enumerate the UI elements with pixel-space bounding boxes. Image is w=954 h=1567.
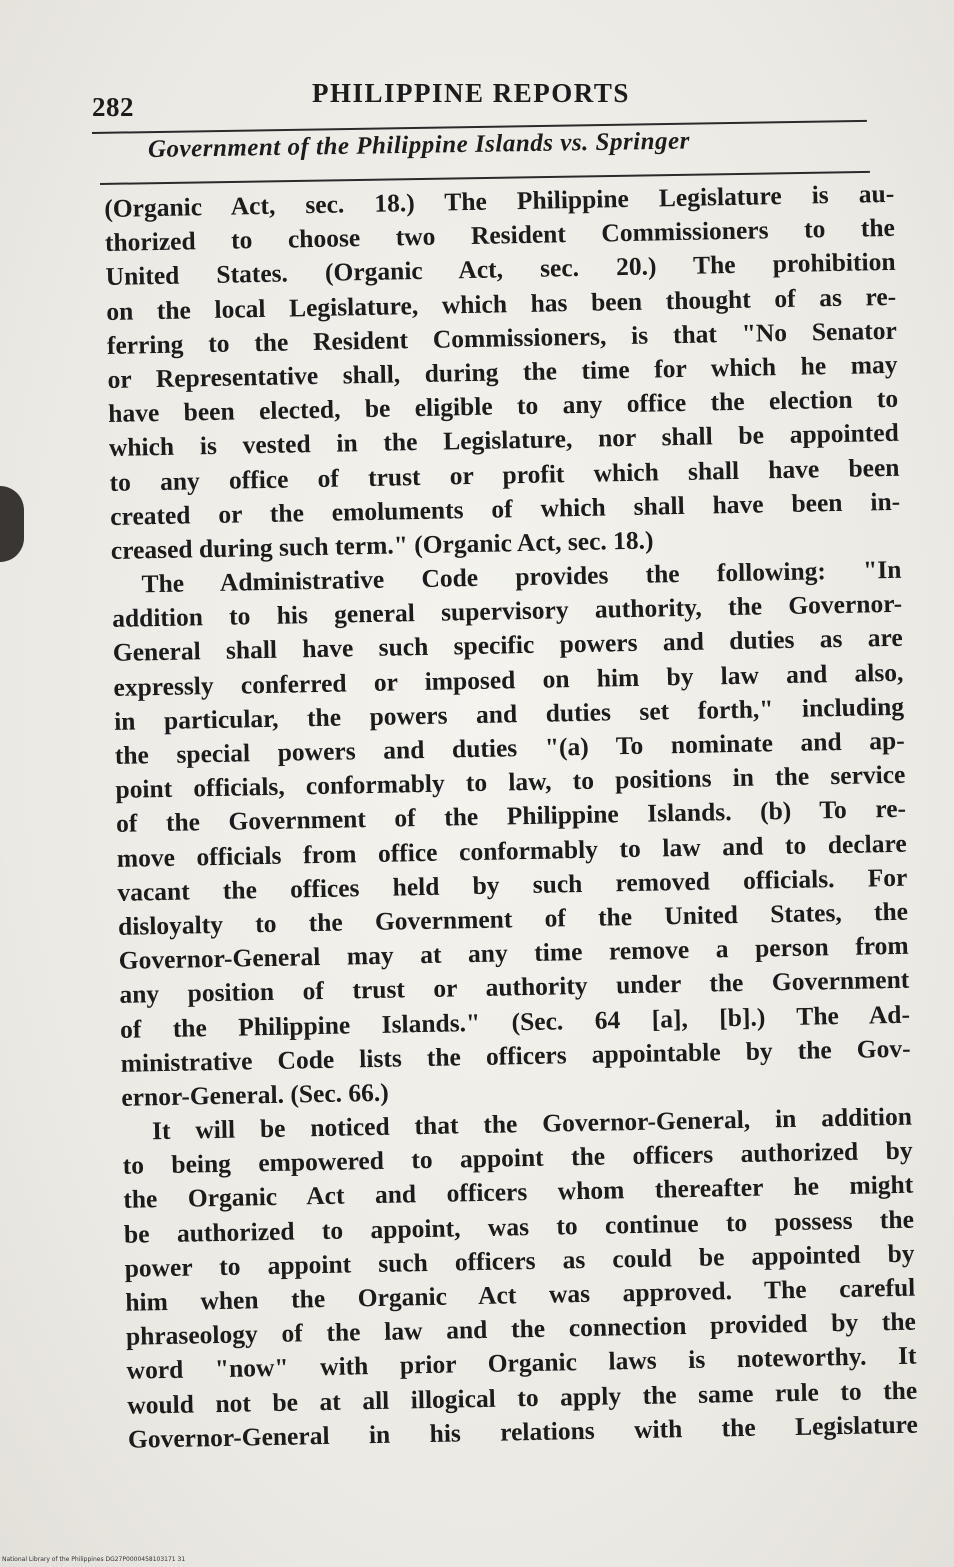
text-line: expressly conferred or imposed on him by law and also, (113, 657, 904, 702)
text-line: United States. (Organic Act, sec. 20.) The prohibition (105, 247, 896, 292)
text-line: be authorized to appoint, was to continue to possess the (123, 1204, 915, 1249)
text-line: the special powers and duties "(a) To nominate and ap- (114, 725, 905, 770)
text-line: which is vested in the Legislature, nor shall be appointed (108, 418, 900, 463)
text-line: or Representative shall, during the time for which he may (107, 349, 898, 394)
text-line: ernor-General. (Sec. 66.) (121, 1077, 390, 1112)
text-line: ferring to the Resident Commissioners, is that "No Senator (106, 315, 898, 360)
archive-footer-note: National Library of the Philippines DG27P0000458103171 31 (2, 1556, 186, 1563)
text-line: point officials, conformably to law, to positions in the service (115, 759, 906, 805)
text-line: It will be noticed that the Governor-General, in addition (151, 1101, 913, 1146)
text-line: of the Government of the Philippine Islands. (b) To re- (115, 794, 907, 839)
text-line: The Administrative Code provides the following: "In (141, 554, 902, 599)
text-line: the Organic Act and officers whom thereafter he might (123, 1170, 914, 1215)
text-line: any position of trust or authority under the Government (119, 965, 910, 1010)
text-line: phraseology of the law and the connection provided by the (125, 1306, 917, 1351)
text-line: to being empowered to appoint the officers authorized by (122, 1135, 913, 1181)
text-line: thorized to choose two Resident Commissioners to the (104, 213, 896, 258)
text-line: Governor-General may at any time remove a person from (118, 930, 909, 975)
text-line: Governor-General in his relations with the Legislature (127, 1409, 919, 1454)
text-line: creased during such term." (Organic Act, sec. 18.) (110, 525, 654, 565)
text-line: (Organic Act, sec. 18.) The Philippine Legislature is au- (104, 178, 895, 223)
text-line: disloyalty to the Government of the United States, the (117, 896, 909, 941)
running-head: PHILIPPINE REPORTS (312, 78, 630, 108)
text-line: to any office of trust or profit which shall have been (109, 452, 900, 497)
case-title: Government of the Philippine Islands vs. Springer (147, 127, 691, 163)
text-line: power to appoint such officers as could be appointed by (124, 1238, 915, 1283)
body-text (104, 177, 918, 1457)
text-line: move officials from office conformably to law and to declare (116, 828, 907, 873)
text-line: word "now" with prior Organic laws is noteworthy. It (126, 1340, 917, 1386)
text-line: in particular, the powers and duties set forth," including (113, 691, 905, 736)
text-line: addition to his general supervisory authority, the Governor- (111, 589, 903, 634)
page-number: 282 (92, 92, 134, 122)
text-line: have been elected, be eligible to any office the election to (107, 383, 899, 429)
scan-shadow-mark (0, 486, 24, 562)
text-line: of the Philippine Islands." (Sec. 64 [a], [b].) The Ad- (119, 999, 911, 1044)
text-line: would not be at all illogical to apply the same rule to the (127, 1375, 918, 1420)
text-line: created or the emoluments of which shall have been in- (109, 486, 901, 531)
text-line: on the local Legislature, which has been thought of as re- (106, 281, 897, 326)
text-line: him when the Organic Act was approved. The careful (125, 1272, 916, 1317)
text-line: vacant the offices held by such removed officials. For (117, 862, 908, 907)
text-line: ministrative Code lists the officers appointable by the Gov- (120, 1033, 911, 1078)
text-line: General shall have such specific powers and duties as are (112, 623, 903, 668)
